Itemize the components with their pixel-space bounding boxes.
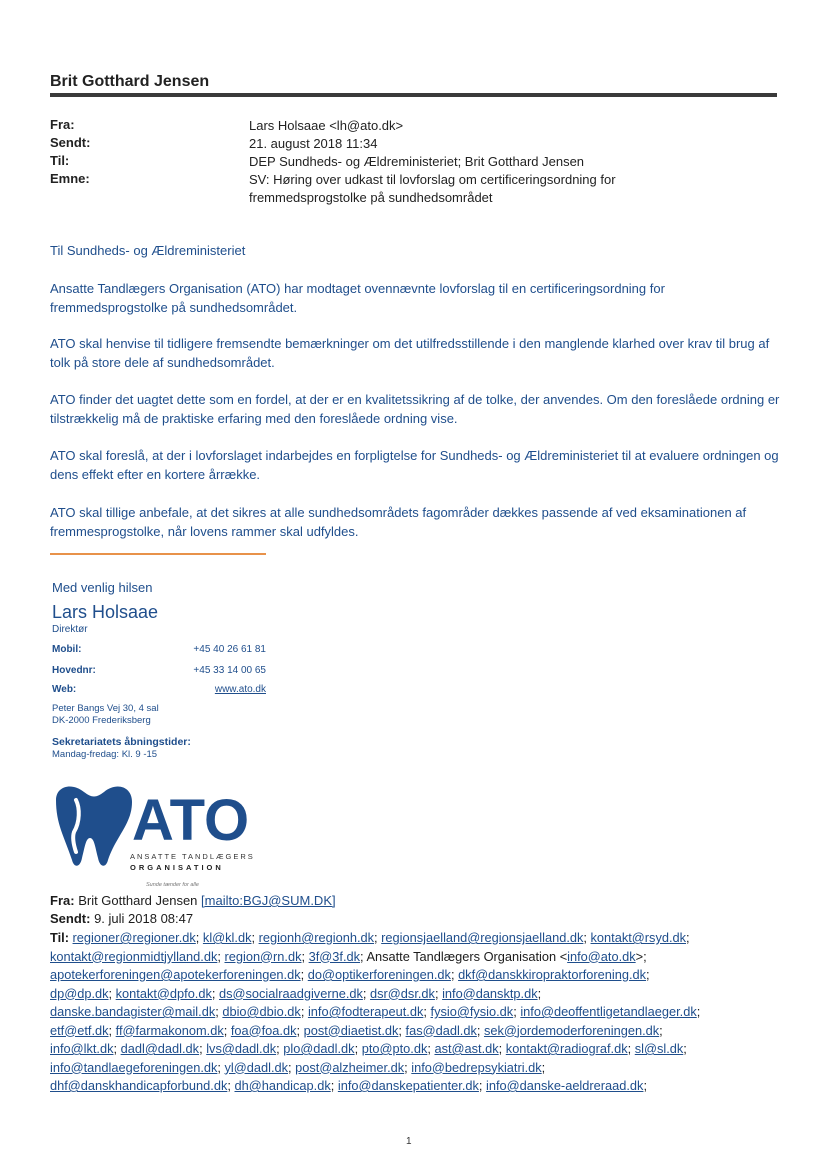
recipient-email[interactable]: 3f@3f.dk (308, 948, 361, 964)
recipient-email[interactable]: fysio@fysio.dk (430, 1004, 514, 1019)
recipient-email[interactable]: regionsjaelland@regionsjaelland.dk (381, 930, 584, 945)
emne-value (249, 171, 749, 207)
header-rule (50, 93, 777, 97)
emne-line-1: SV: Høring over udkast til lovforslag om certificeringsordning for (249, 172, 616, 187)
recipient-line: info@lkt.dk; dadl@dadl.dk; lvs@dadl.dk; plo@dadl.dk; pto@pto.dk; ast@ast.dk; kontakt@radiograf.dk; sl@sl.dk; (50, 1041, 687, 1056)
logo-tagline: Sunde tænder for alle (146, 882, 199, 888)
recipient-email[interactable]: info@bedrepsykiatri.dk (411, 1059, 542, 1075)
hours-value: Mandag-fredag: Kl. 9 -15 (52, 749, 158, 760)
sendt-value: 21. august 2018 11:34 (249, 136, 378, 151)
fwd-til-label: Til: (50, 930, 69, 945)
ato-logo (50, 782, 260, 890)
fra-label: Fra: (50, 117, 75, 132)
recipient-email[interactable]: post@diaetist.dk (303, 1022, 399, 1038)
paragraph-4: ATO skal foreslå, at der i lovforslaget indarbejdes en forpligtelse for Sundheds- og Ældreministeriet til at evaluere ordningen og dens effekt efter en kortere årrække. (50, 448, 779, 482)
recipient-email[interactable]: plo@dadl.dk (283, 1041, 355, 1056)
forwarded-fra (50, 892, 790, 911)
recipient-email[interactable]: dbio@dbio.dk (222, 1004, 301, 1019)
paragraph-5: ATO skal tillige anbefale, at det sikres at alle sundhedsområdets fagområder dækkes passende af ved eksaminationen af fremmesprogstolke, når lovens rammer skal udfyldes. (50, 505, 747, 539)
recipient-email[interactable]: info@lkt.dk (50, 1041, 114, 1056)
forwarded-sendt (50, 910, 790, 929)
mobil-label: Mobil: (52, 644, 82, 655)
emne-label: Emne: (50, 171, 90, 186)
recipient-email[interactable]: dh@handicap.dk (234, 1078, 331, 1093)
ato-recipient-name: Ansatte Tandlægers Organisation < (366, 948, 568, 964)
sender-name: Brit Gotthard Jensen (50, 73, 210, 90)
recipient-email[interactable]: kontakt@radiograf.dk (505, 1041, 628, 1056)
recipient-line: dhf@danskhandicapforbund.dk; dh@handicap.dk; info@danskepatienter.dk; info@danske-aeldreraad.dk; (50, 1078, 648, 1093)
paragraph-2: ATO skal henvise til tidligere fremsendte bemærkninger om det utilfredsstillende i den manglende klarhed over krav til brug af tolk på store dele af sundhedsområdet. (50, 336, 770, 370)
til-value: DEP Sundheds- og Ældreministeriet; Brit Gotthard Jensen (249, 154, 585, 169)
recipient-email[interactable]: apotekerforeningen@apotekerforeningen.dk (50, 967, 301, 982)
recipient-line: dp@dp.dk; kontakt@dpfo.dk; ds@socialraadgiverne.dk; dsr@dsr.dk; info@dansktp.dk; (50, 985, 542, 1001)
recipient-line: info@tandlaegeforeningen.dk; yl@dadl.dk; post@alzheimer.dk; info@bedrepsykiatri.dk; (50, 1059, 546, 1075)
recipient-email[interactable]: foa@foa.dk (230, 1022, 297, 1038)
signature-title: Direktør (52, 624, 88, 635)
recipient-email[interactable]: info@fodterapeut.dk (307, 1004, 424, 1019)
recipient-email[interactable]: post@alzheimer.dk (295, 1059, 405, 1075)
fwd-sendt-label: Sendt: (50, 911, 91, 926)
recipient-email[interactable]: kontakt@dpfo.dk (115, 985, 212, 1001)
recipient-line: apotekerforeningen@apotekerforeningen.dk; do@optikerforeningen.dk; dkf@danskkiropraktorforening.dk; (50, 967, 650, 982)
fwd-fra-value: Brit Gotthard Jensen (78, 893, 198, 908)
logo-subline-1: ANSATTE TANDLÆGERS (130, 852, 255, 861)
recipient-email[interactable]: dsr@dsr.dk (370, 985, 435, 1001)
recipient-line: regioner@regioner.dk; kl@kl.dk; regionh@regionh.dk; regionsjaelland@regionsjaelland.dk; kontakt@rsyd.dk; (72, 930, 690, 945)
logo-wordmark: ATO (132, 788, 250, 853)
recipient-email[interactable]: lvs@dadl.dk (206, 1041, 277, 1056)
recipient-email[interactable]: danske.bandagister@mail.dk (50, 1004, 216, 1019)
tooth-icon (56, 786, 132, 865)
recipient-email[interactable]: kl@kl.dk (202, 930, 252, 945)
recipient-email[interactable]: sl@sl.dk (634, 1041, 684, 1056)
fwd-sendt-value: 9. juli 2018 08:47 (94, 911, 194, 926)
til-label: Til: (50, 153, 70, 168)
emne-line-2: fremmedsprogstolke på sundhedsområdet (249, 190, 493, 205)
salutation: Til Sundheds- og Ældreministeriet (50, 243, 246, 258)
paragraph-3: ATO finder det uagtet dette som en fordel, at der er en kvalitetssikring af de tolke, der anvendes. Om den foreslåede ordning er tilstrækkelig må de praktiske erfaring med den foreslåede ordning vise. (50, 392, 780, 426)
sendt-label: Sendt: (50, 135, 91, 150)
ato-recipient-close: >; (635, 948, 647, 964)
recipient-email[interactable]: do@optikerforeningen.dk (307, 967, 451, 982)
page-number: 1 (406, 1136, 412, 1147)
logo-subline-2: ORGANISATION (130, 863, 224, 872)
hours-label: Sekretariatets åbningstider: (52, 736, 191, 748)
address-line-1: Peter Bangs Vej 30, 4 sal (52, 703, 159, 714)
paragraph-1: Ansatte Tandlægers Organisation (ATO) har modtaget ovennævnte lovforslag til en certificeringsordning for fremmedsprogstolke på sundhedsområdet. (50, 281, 665, 315)
signature-greeting: Med venlig hilsen (52, 580, 153, 595)
recipient-email[interactable]: regioner@regioner.dk (72, 930, 196, 945)
recipient-email[interactable]: info@danskepatienter.dk (337, 1078, 479, 1093)
fwd-fra-mailto[interactable]: [mailto:BGJ@SUM.DK] (201, 893, 336, 908)
recipient-email[interactable]: sek@jordemoderforeningen.dk (483, 1022, 660, 1038)
mobil-value: +45 40 26 61 81 (193, 644, 266, 655)
hovednr-label: Hovednr: (52, 665, 96, 676)
recipient-email[interactable]: etf@etf.dk (50, 1022, 109, 1038)
web-link[interactable]: www.ato.dk (214, 684, 266, 695)
recipient-email[interactable]: info@tandlaegeforeningen.dk (50, 1059, 218, 1075)
recipient-email[interactable]: info@dansktp.dk (442, 985, 538, 1001)
recipient-email[interactable]: kontakt@regionmidtjylland.dk (50, 948, 218, 964)
recipient-email[interactable]: ast@ast.dk (434, 1041, 499, 1056)
recipient-email[interactable]: regionh@regionh.dk (258, 930, 375, 945)
ato-recipient-email[interactable]: info@ato.dk (567, 948, 636, 964)
signature-name: Lars Holsaae (52, 602, 159, 622)
recipient-email[interactable]: yl@dadl.dk (224, 1059, 289, 1075)
recipient-email[interactable]: ds@socialraadgiverne.dk (219, 985, 363, 1001)
recipient-email[interactable]: fas@dadl.dk (405, 1022, 477, 1038)
recipient-email[interactable]: pto@pto.dk (361, 1041, 428, 1056)
recipient-email[interactable]: dp@dp.dk (50, 985, 109, 1001)
recipient-email[interactable]: info@danske-aeldreraad.dk (486, 1078, 644, 1093)
recipient-line: etf@etf.dk; ff@farmakonom.dk; foa@foa.dk; post@diaetist.dk; fas@dadl.dk; sek@jordemoderforeningen.dk; (50, 1022, 663, 1038)
hovednr-value: +45 33 14 00 65 (193, 665, 266, 676)
fwd-fra-label: Fra: (50, 893, 75, 908)
recipient-email[interactable]: kontakt@rsyd.dk (590, 930, 687, 945)
recipient-email[interactable]: dkf@danskkiropraktorforening.dk (458, 967, 647, 982)
recipient-email[interactable]: dhf@danskhandicapforbund.dk (50, 1078, 228, 1093)
address-line-2: DK-2000 Frederiksberg (52, 715, 151, 726)
web-label: Web: (52, 684, 77, 695)
recipient-email[interactable]: region@rn.dk (224, 948, 302, 964)
recipient-email[interactable]: ff@farmakonom.dk (115, 1022, 224, 1038)
recipient-email[interactable]: dadl@dadl.dk (120, 1041, 200, 1056)
recipient-line: danske.bandagister@mail.dk; dbio@dbio.dk; info@fodterapeut.dk; fysio@fysio.dk; info@deoffentligetandlaeger.dk; (50, 1004, 701, 1019)
recipient-email[interactable]: info@deoffentligetandlaeger.dk (520, 1004, 697, 1019)
forwarded-til (50, 929, 790, 1096)
recipient-line: kontakt@regionmidtjylland.dk; region@rn.dk; 3f@3f.dk; (50, 948, 367, 964)
signature-divider (50, 553, 266, 555)
fra-value: Lars Holsaae <lh@ato.dk> (249, 118, 404, 133)
